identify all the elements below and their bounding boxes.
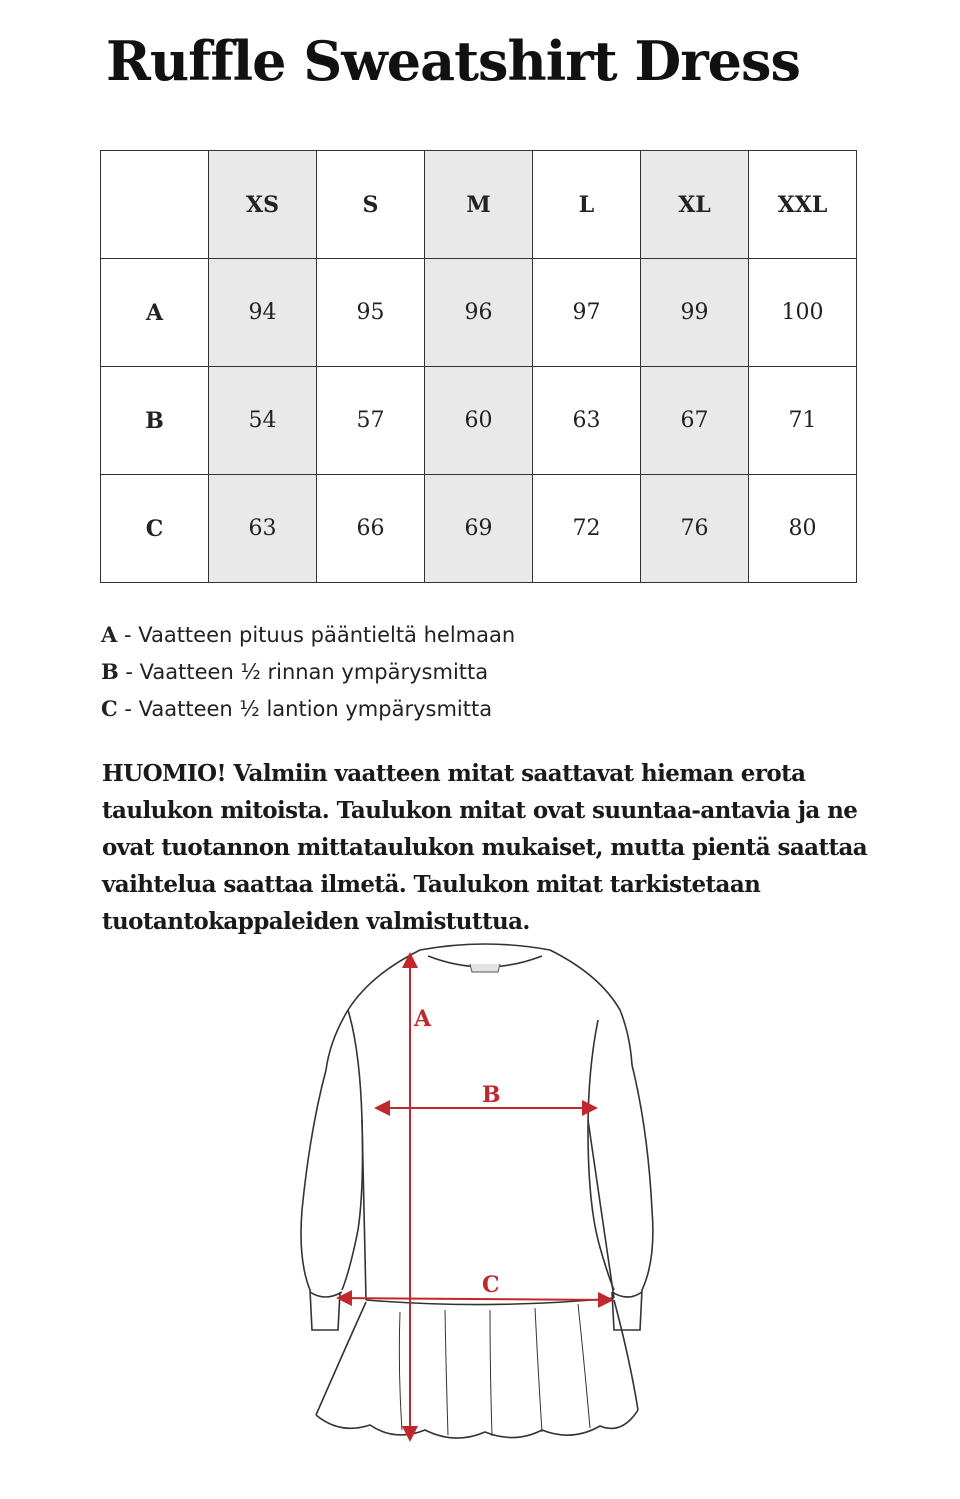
cell-value: 96 bbox=[425, 259, 533, 367]
left-body-side bbox=[362, 1120, 366, 1300]
size-header-s: S bbox=[317, 151, 425, 259]
row-label-b: B bbox=[101, 367, 209, 475]
size-header-xxl: XXL bbox=[749, 151, 857, 259]
measurement-legend bbox=[101, 620, 515, 731]
cell-value: 80 bbox=[749, 475, 857, 583]
diagram-label-c: C bbox=[482, 1272, 500, 1298]
left-sleeve-outer bbox=[301, 1070, 340, 1330]
skirt-folds bbox=[399, 1304, 590, 1436]
cell-value: 57 bbox=[317, 367, 425, 475]
corner-cell bbox=[101, 151, 209, 259]
cell-value: 94 bbox=[209, 259, 317, 367]
row-label-c: C bbox=[101, 475, 209, 583]
cell-value: 72 bbox=[533, 475, 641, 583]
cell-value: 71 bbox=[749, 367, 857, 475]
disclaimer-note: HUOMIO! Valmiin vaatteen mitat saattavat hieman erota taulukon mitoista. Taulukon mitat ovat suuntaa-antavia ja ne ovat tuotannon mittataulukon mukaiset, mutta pientä saattaa vaihtelua saattaa ilmetä. Taulukon mitat tarkistetaan tuotantokappaleiden valmistuttua. bbox=[102, 760, 868, 935]
cell-value: 69 bbox=[425, 475, 533, 583]
size-header-row bbox=[101, 151, 857, 259]
legend-item-a bbox=[101, 620, 515, 657]
cell-value: 99 bbox=[641, 259, 749, 367]
cell-value: 67 bbox=[641, 367, 749, 475]
neckline-outer bbox=[420, 944, 550, 950]
row-label-a: A bbox=[101, 259, 209, 367]
table-row bbox=[101, 475, 857, 583]
size-header-l: L bbox=[533, 151, 641, 259]
skirt-right-edge bbox=[614, 1300, 638, 1410]
skirt-left-edge bbox=[316, 1302, 366, 1415]
left-shoulder bbox=[326, 950, 420, 1070]
legend-item-b bbox=[101, 657, 515, 694]
cell-value: 63 bbox=[533, 367, 641, 475]
right-sleeve-inner bbox=[588, 1020, 614, 1290]
legend-item-c bbox=[101, 694, 515, 731]
measure-line-c bbox=[338, 1298, 612, 1300]
right-cuff-seam bbox=[612, 1292, 642, 1297]
cell-value: 95 bbox=[317, 259, 425, 367]
diagram-label-a: A bbox=[414, 1006, 432, 1032]
size-header-m: M bbox=[425, 151, 533, 259]
neck-label bbox=[470, 964, 500, 972]
right-shoulder bbox=[550, 950, 632, 1065]
page-title: Ruffle Sweatshirt Dress bbox=[106, 29, 800, 93]
legend-key: A bbox=[101, 622, 118, 647]
cell-value: 54 bbox=[209, 367, 317, 475]
cell-value: 97 bbox=[533, 259, 641, 367]
table-row bbox=[101, 367, 857, 475]
dress-outline bbox=[301, 944, 653, 1438]
cell-value: 100 bbox=[749, 259, 857, 367]
right-sleeve-outer bbox=[612, 1065, 653, 1330]
legend-text: - Vaatteen ½ lantion ympärysmitta bbox=[117, 697, 493, 721]
cell-value: 63 bbox=[209, 475, 317, 583]
dress-diagram bbox=[280, 930, 680, 1450]
left-sleeve-inner bbox=[342, 1010, 363, 1290]
size-header-xs: XS bbox=[209, 151, 317, 259]
diagram-label-b: B bbox=[482, 1082, 501, 1108]
size-header-xl: XL bbox=[641, 151, 749, 259]
left-cuff-seam bbox=[310, 1292, 342, 1297]
table-row bbox=[101, 259, 857, 367]
cell-value: 60 bbox=[425, 367, 533, 475]
legend-text: - Vaatteen pituus pääntieltä helmaan bbox=[117, 623, 516, 647]
cell-value: 66 bbox=[317, 475, 425, 583]
legend-text: - Vaatteen ½ rinnan ympärysmitta bbox=[118, 660, 489, 684]
measurement-lines bbox=[338, 954, 612, 1440]
legend-key: C bbox=[101, 696, 118, 721]
legend-key: B bbox=[101, 659, 119, 684]
size-table bbox=[100, 150, 857, 583]
cell-value: 76 bbox=[641, 475, 749, 583]
